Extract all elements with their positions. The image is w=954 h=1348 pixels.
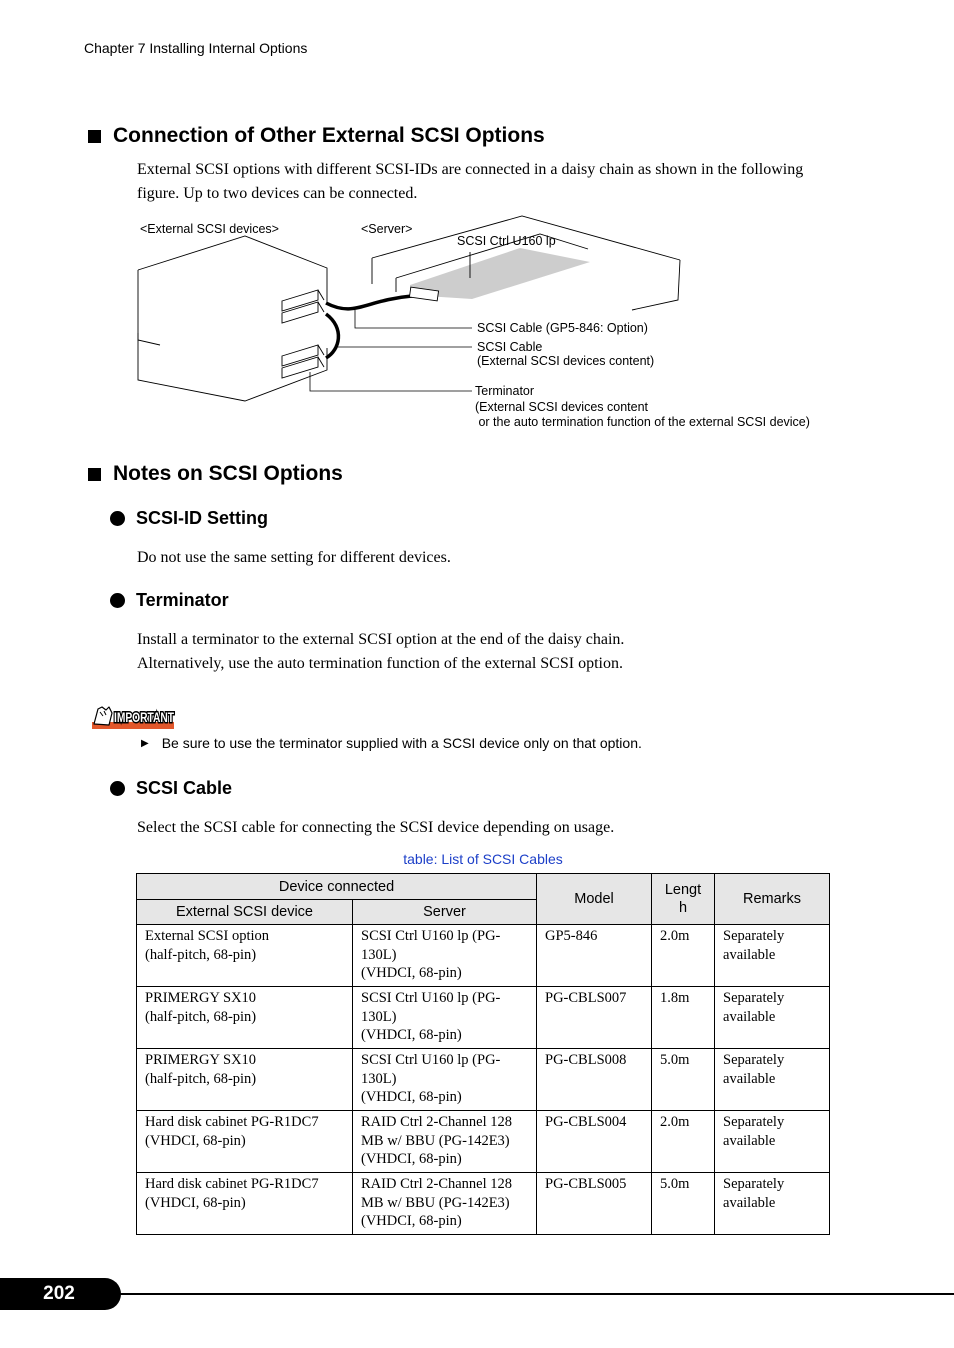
table-row bbox=[137, 925, 830, 987]
cell-length: 5.0m bbox=[652, 1049, 715, 1111]
cell-model: PG-CBLS007 bbox=[537, 987, 652, 1049]
cell-server: SCSI Ctrl U160 lp (PG- 130L) (VHDCI, 68-pin) bbox=[353, 987, 537, 1049]
upper-external-device-outline bbox=[138, 236, 327, 345]
connection-diagram bbox=[130, 212, 830, 437]
subheading-title: SCSI-ID Setting bbox=[136, 508, 269, 528]
cell-model: PG-CBLS004 bbox=[537, 1111, 652, 1173]
important-badge-text: IMPORTANT bbox=[114, 710, 175, 725]
subheading-terminator bbox=[110, 590, 229, 611]
body-line: figure. Up to two devices can be connected. bbox=[137, 185, 418, 202]
header-server: Server bbox=[353, 900, 537, 925]
cell-length: 5.0m bbox=[652, 1173, 715, 1235]
scsi-cable-option-line bbox=[326, 296, 412, 309]
header-length: Lengt h bbox=[652, 874, 715, 925]
upper-device-connector bbox=[282, 290, 324, 323]
subheading-title: Terminator bbox=[136, 590, 229, 610]
body-line: Install a terminator to the external SCSI option at the end of the daisy chain. bbox=[137, 631, 625, 648]
header-device-connected: Device connected bbox=[137, 874, 537, 900]
cell-external: Hard disk cabinet PG-R1DC7 (VHDCI, 68-pin) bbox=[137, 1173, 353, 1235]
label-terminator-line2: (External SCSI devices content bbox=[475, 400, 648, 414]
cell-remarks: Separately available bbox=[715, 925, 830, 987]
header-model: Model bbox=[537, 874, 652, 925]
cell-model: PG-CBLS005 bbox=[537, 1173, 652, 1235]
table-row bbox=[137, 1049, 830, 1111]
triangle-bullet-icon: ▶ bbox=[141, 737, 149, 749]
cell-length: 2.0m bbox=[652, 1111, 715, 1173]
label-external-devices: <External SCSI devices> bbox=[140, 222, 279, 236]
table-row bbox=[137, 1111, 830, 1173]
square-bullet-icon bbox=[88, 468, 101, 481]
subheading-scsi-id bbox=[110, 508, 268, 529]
label-server: <Server> bbox=[361, 222, 413, 236]
cell-model: PG-CBLS008 bbox=[537, 1049, 652, 1111]
section-body bbox=[137, 158, 803, 206]
round-bullet-icon bbox=[110, 593, 125, 608]
scsi-cable-table bbox=[136, 873, 830, 1235]
cell-external: External SCSI option (half-pitch, 68-pin) bbox=[137, 925, 353, 987]
label-cable-line1: SCSI Cable bbox=[477, 340, 543, 354]
section-title: Notes on SCSI Options bbox=[113, 462, 343, 485]
square-bullet-icon bbox=[88, 130, 101, 143]
footer-rule bbox=[100, 1293, 954, 1295]
header-remarks: Remarks bbox=[715, 874, 830, 925]
cell-length: 1.8m bbox=[652, 987, 715, 1049]
cell-length: 2.0m bbox=[652, 925, 715, 987]
page-number: 202 bbox=[43, 1283, 75, 1304]
section-title: Connection of Other External SCSI Options bbox=[113, 124, 545, 147]
running-header: Chapter 7 Installing Internal Options bbox=[84, 40, 308, 56]
body-line: Alternatively, use the auto termination function of the external SCSI option. bbox=[137, 655, 623, 672]
cell-server: RAID Ctrl 2-Channel 128 MB w/ BBU (PG-142E3) (VHDCI, 68-pin) bbox=[353, 1111, 537, 1173]
round-bullet-icon bbox=[110, 511, 125, 526]
scsi-id-body: Do not use the same setting for different devices. bbox=[137, 549, 451, 566]
cell-remarks: Separately available bbox=[715, 987, 830, 1049]
important-note bbox=[141, 735, 642, 751]
table-caption: table: List of SCSI Cables bbox=[403, 851, 563, 867]
subheading-title: SCSI Cable bbox=[136, 778, 233, 798]
important-badge-icon bbox=[92, 703, 176, 730]
cell-server: RAID Ctrl 2-Channel 128 MB w/ BBU (PG-142E3) (VHDCI, 68-pin) bbox=[353, 1173, 537, 1235]
body-line: External SCSI options with different SCSI-IDs are connected in a daisy chain as shown in the following bbox=[137, 161, 804, 178]
scsi-cable-external-line bbox=[326, 314, 338, 358]
table-row bbox=[137, 987, 830, 1049]
cell-server: SCSI Ctrl U160 lp (PG- 130L) (VHDCI, 68-pin) bbox=[353, 1049, 537, 1111]
terminator-body bbox=[137, 628, 624, 676]
header-external-device: External SCSI device bbox=[137, 900, 353, 925]
cell-external: PRIMERGY SX10 (half-pitch, 68-pin) bbox=[137, 987, 353, 1049]
cell-external: Hard disk cabinet PG-R1DC7 (VHDCI, 68-pin) bbox=[137, 1111, 353, 1173]
cell-external: PRIMERGY SX10 (half-pitch, 68-pin) bbox=[137, 1049, 353, 1111]
round-bullet-icon bbox=[110, 781, 125, 796]
label-cable-option: SCSI Cable (GP5-846: Option) bbox=[477, 321, 648, 335]
label-terminator-line3: or the auto termination function of the external SCSI device) bbox=[475, 415, 810, 429]
cell-server: SCSI Ctrl U160 lp (PG- 130L) (VHDCI, 68-pin) bbox=[353, 925, 537, 987]
section-heading-connection bbox=[88, 124, 545, 148]
cell-remarks: Separately available bbox=[715, 1173, 830, 1235]
cell-remarks: Separately available bbox=[715, 1111, 830, 1173]
section-heading-notes bbox=[88, 462, 343, 486]
label-terminator-line1: Terminator bbox=[475, 384, 535, 398]
important-note-text: Be sure to use the terminator supplied with a SCSI device only on that option. bbox=[161, 735, 642, 751]
cell-remarks: Separately available bbox=[715, 1049, 830, 1111]
label-cable-line2: (External SCSI devices content) bbox=[477, 354, 655, 368]
subheading-scsi-cable bbox=[110, 778, 232, 799]
cell-model: GP5-846 bbox=[537, 925, 652, 987]
table-row bbox=[137, 1173, 830, 1235]
label-scsi-ctrl: SCSI Ctrl U160 lp bbox=[457, 234, 556, 248]
scsi-cable-body: Select the SCSI cable for connecting the SCSI device depending on usage. bbox=[137, 819, 615, 836]
